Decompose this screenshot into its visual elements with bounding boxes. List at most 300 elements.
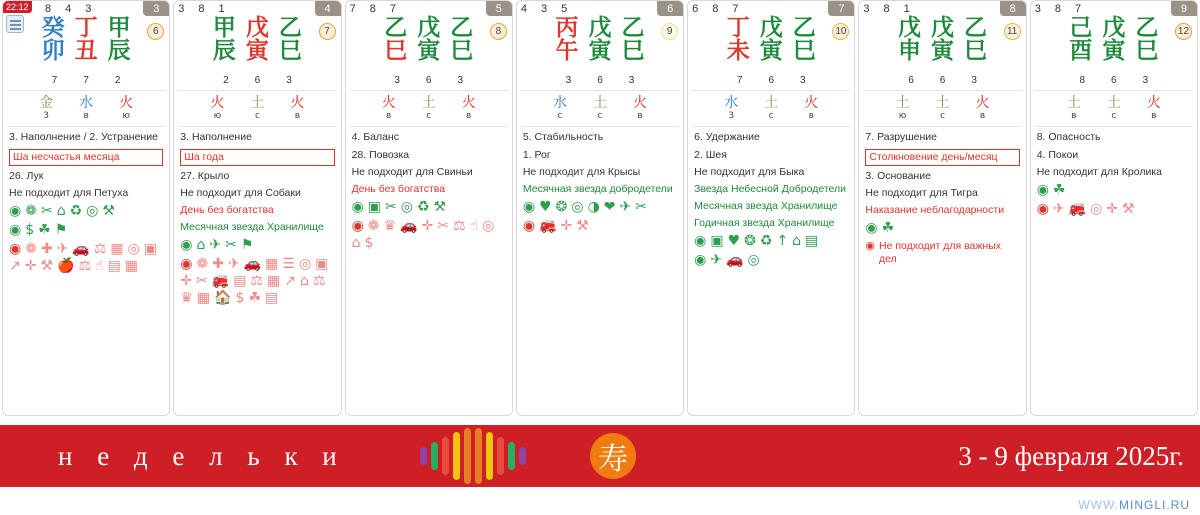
- element: [633, 95, 647, 121]
- strip-number: 7: [389, 2, 396, 15]
- element-glyph: 土: [250, 95, 265, 111]
- avoid-icon: ✈: [1052, 200, 1065, 217]
- card-text-line: Наказание неблагодарности: [865, 203, 1005, 216]
- element-sub: 3: [728, 111, 735, 122]
- bullet-icon: ◉: [522, 217, 536, 234]
- pillar-number: 6: [908, 75, 914, 86]
- avoid-icon: 🚗: [243, 256, 262, 273]
- pillar-branch: 巳: [1135, 38, 1159, 64]
- pillar-branch: 寅: [245, 38, 269, 64]
- day-card[interactable]: [345, 0, 513, 416]
- element-sub: в: [1151, 111, 1157, 122]
- pillars-row: [3, 16, 169, 72]
- pillar-branch: 寅: [1102, 38, 1126, 64]
- card-body: [517, 127, 683, 242]
- card-text-line: Не подходит для Крысы: [522, 165, 641, 178]
- red-icon-group: [180, 257, 334, 305]
- element-sub: с: [940, 111, 946, 122]
- strip-number: 3: [540, 2, 548, 15]
- banner-stripe: [453, 432, 460, 480]
- strip-number: 4: [520, 2, 527, 15]
- activity-icon: ♥: [727, 233, 741, 250]
- strip-number: 4: [65, 2, 72, 15]
- element: [1067, 95, 1081, 121]
- activity-icon: ☘: [38, 221, 51, 238]
- banner-stripe: [475, 428, 482, 484]
- element-sub: с: [426, 111, 432, 122]
- activity-icon: ☘: [881, 220, 895, 237]
- pillar: [931, 17, 954, 72]
- element: [553, 95, 567, 121]
- card-text-line: 4. Баланс: [351, 131, 399, 144]
- pillar: [964, 17, 987, 72]
- pillar-stem: 乙: [621, 15, 645, 41]
- pillar-branch: 寅: [931, 38, 955, 64]
- element-glyph: 火: [975, 95, 990, 111]
- activity-icon: ♻: [759, 233, 773, 250]
- activity-icon: ◎: [571, 198, 584, 215]
- card-text-line: 3. Основание: [865, 169, 931, 182]
- activity-icon: ✂: [225, 237, 237, 254]
- green-icon-group: [352, 200, 506, 214]
- bullet-icon: ◉: [351, 198, 364, 215]
- element-glyph: 土: [1066, 95, 1081, 111]
- strip-number: 3: [863, 2, 870, 15]
- avoid-icon: ♛: [383, 217, 397, 234]
- activity-icon: ✈: [710, 252, 723, 269]
- avoid-icon: ⚖: [312, 273, 326, 290]
- pillar-number: 7: [83, 75, 89, 86]
- pillar-branch: 巳: [278, 38, 302, 64]
- day-card[interactable]: [2, 0, 170, 416]
- pillar-stem: 戊: [759, 15, 783, 41]
- activity-icon: ⌂: [792, 233, 802, 250]
- element: [896, 95, 910, 121]
- element-sub: с: [597, 111, 603, 122]
- activity-icon: ⚒: [433, 198, 447, 215]
- pillar: [793, 17, 816, 72]
- strip-number: 8: [712, 2, 719, 15]
- green-icon-group: [1037, 183, 1191, 197]
- day-number-badge: 6: [657, 1, 683, 16]
- avoid-icon: ☘: [248, 290, 261, 307]
- pillar: [760, 17, 783, 72]
- pillar-numbers-row: [859, 75, 1025, 86]
- pillar-branch: 巳: [621, 38, 645, 64]
- activity-icon: ◎: [86, 202, 99, 219]
- card-text-line: Не подходит для Собаки: [180, 186, 301, 199]
- avoid-icon: ⚖: [93, 240, 107, 257]
- avoid-icon: ❁: [367, 217, 380, 234]
- pillar: [279, 17, 302, 72]
- activity-icon: ▣: [367, 198, 382, 215]
- pillar-number: 3: [1142, 75, 1149, 86]
- avoid-icon: ♛: [180, 290, 193, 307]
- element-glyph: 火: [290, 95, 305, 111]
- avoid-icon: ◎: [298, 256, 312, 273]
- element-glyph: 火: [461, 95, 476, 111]
- activity-icon: ❂: [555, 198, 568, 215]
- element-sub: с: [1111, 111, 1117, 122]
- lunar-day-circle: 12: [1175, 23, 1192, 40]
- pillar: [417, 17, 440, 72]
- avoid-icon: ⚒: [40, 257, 54, 274]
- activity-icon: ❁: [25, 202, 37, 219]
- avoid-icon: ⚒: [1122, 200, 1135, 217]
- avoid-icon: ✈: [227, 256, 240, 273]
- activity-icon: ◎: [747, 252, 760, 269]
- pillar-number: 3: [800, 75, 806, 86]
- pillar-branch: 寅: [759, 38, 783, 64]
- element-sub: 3: [43, 111, 49, 122]
- pillar: [1102, 17, 1125, 72]
- pillar-stem: 戊: [931, 15, 955, 41]
- elements-row: [1031, 95, 1197, 121]
- element: [1147, 95, 1161, 121]
- element-glyph: 土: [935, 95, 950, 111]
- card-text-line: 2. Шея: [694, 148, 727, 161]
- activity-icon: ▤: [805, 233, 819, 250]
- pillar-branch: 卯: [41, 38, 65, 64]
- card-text-line: 8. Опасность: [1036, 131, 1101, 144]
- banner-title: н е д е л ь к и: [58, 440, 346, 471]
- pillar-numbers-row: [174, 75, 340, 86]
- bullet-icon: ◉: [180, 256, 193, 273]
- avoid-icon: ✚: [212, 256, 224, 273]
- elements-row: [346, 95, 512, 121]
- day-number-badge: 3: [143, 1, 169, 16]
- red-icon-group: [9, 242, 163, 273]
- activity-icon: ✈: [619, 198, 632, 215]
- activity-icon: ⚑: [240, 237, 254, 254]
- card-text-line: 3. Наполнение / 2. Устранение: [9, 131, 158, 144]
- highlight-note: Столкновение день/месяц: [865, 149, 1019, 166]
- avoid-icon: 🍎: [57, 257, 75, 274]
- pillar-branch: 巳: [450, 38, 474, 64]
- bullet-icon: ◉: [9, 202, 22, 219]
- day-card[interactable]: [1030, 0, 1198, 416]
- element-glyph: 火: [1146, 95, 1161, 111]
- avoid-icon: ▦: [110, 240, 124, 257]
- avoid-icon: ▤: [233, 273, 247, 290]
- card-text-line: Месячная звезда добродетели: [522, 182, 673, 195]
- pillar-stem: 癸: [41, 15, 65, 41]
- bottom-banner: [0, 425, 1200, 487]
- avoid-icon: 🚒: [1068, 200, 1087, 217]
- activity-icon: ❂: [744, 233, 756, 250]
- card-text-line: 28. Повозка: [351, 148, 410, 161]
- pillar-numbers-row: [688, 75, 854, 86]
- strip-number: 1: [903, 2, 910, 15]
- card-body: [1031, 127, 1197, 224]
- element-sub: ю: [213, 111, 222, 122]
- avoid-icon: ⌂: [351, 234, 361, 251]
- elements-row: [859, 95, 1025, 121]
- day-number-badge: 7: [828, 1, 854, 16]
- card-text-line: Звезда Небесной Добродетели: [694, 182, 847, 195]
- green-icon-group: [180, 238, 334, 252]
- strip-number: 5: [561, 2, 568, 15]
- element: [764, 95, 778, 121]
- day-card[interactable]: [173, 0, 341, 416]
- avoid-icon: ✛: [560, 217, 573, 234]
- card-text-line: 26. Лук: [9, 169, 44, 182]
- element-sub: ю: [122, 111, 130, 122]
- avoid-icon: ☝: [95, 257, 104, 274]
- avoid-icon: ⚖: [452, 217, 466, 234]
- avoid-icon: ✛: [24, 257, 37, 274]
- pillar-stem: 乙: [1135, 15, 1159, 41]
- element-glyph: 土: [764, 95, 779, 111]
- pillar-branch: 寅: [417, 38, 441, 64]
- element-sub: в: [979, 111, 986, 122]
- pillar-number: 2: [114, 75, 121, 86]
- avoid-icon: ⌂: [299, 273, 309, 290]
- pillar-number: 6: [1111, 75, 1117, 86]
- avoid-icon: ▣: [143, 240, 158, 257]
- activity-icon: ▣: [710, 233, 724, 250]
- pillars-row: [346, 16, 512, 72]
- pillar-stem: 丁: [74, 15, 98, 41]
- lunar-day-circle: 8: [490, 23, 507, 40]
- site-footer: [1078, 498, 1190, 512]
- bullet-icon: ◉: [522, 198, 536, 215]
- activity-icon: ✂: [635, 198, 647, 215]
- strip-number: 7: [1074, 2, 1082, 15]
- pillar-stem: 丁: [726, 15, 750, 41]
- element-sub: в: [386, 111, 392, 122]
- avoid-icon: ▦: [265, 256, 279, 273]
- activity-icon: ✂: [40, 202, 53, 219]
- lunar-day-circle: 9: [661, 23, 678, 40]
- pillar: [450, 17, 473, 72]
- card-text-line: Не подходит для Петуха: [9, 186, 129, 199]
- element-sub: в: [83, 111, 89, 122]
- element-glyph: 火: [381, 95, 396, 111]
- red-icon-group: [352, 219, 506, 250]
- activity-icon: ☘: [1052, 181, 1066, 198]
- avoid-icon: ✚: [40, 240, 53, 257]
- green-icon-group-2: [9, 223, 163, 237]
- pillar: [588, 17, 611, 72]
- avoid-icon: ☝: [469, 217, 479, 234]
- lunar-day-circle: 6: [147, 23, 164, 40]
- green-icon-group: [9, 204, 163, 218]
- pillar-branch: 辰: [212, 38, 236, 64]
- day-card[interactable]: [516, 0, 684, 416]
- element-glyph: 水: [724, 95, 739, 111]
- element-glyph: 火: [210, 95, 225, 111]
- avoid-icon: ✛: [180, 273, 193, 290]
- card-text-line: Не подходит для Быка: [694, 165, 805, 178]
- pillar: [555, 17, 578, 72]
- activity-icon: ♻: [69, 202, 83, 219]
- avoid-icon: ✂: [437, 217, 449, 234]
- avoid-icon: 🚗: [400, 217, 418, 234]
- pillar-numbers-row: [3, 75, 169, 86]
- avoid-icon: ✈: [56, 240, 69, 257]
- strip-number: 3: [85, 2, 92, 15]
- site-name: MINGLI.RU: [1118, 498, 1190, 512]
- avoid-icon: ☰: [282, 256, 295, 273]
- card-text-line: 4. Покои: [1036, 148, 1079, 161]
- element-sub: в: [1071, 111, 1077, 122]
- pillars-row: [517, 16, 683, 72]
- strip-number: 8: [883, 2, 890, 15]
- card-text-line: 6. Удержание: [694, 131, 760, 144]
- avoid-icon: ❁: [196, 256, 209, 273]
- card-text-line: 7. Разрушение: [865, 131, 938, 144]
- green-icon-group: [523, 200, 677, 214]
- time-badge: 22:12: [3, 1, 32, 13]
- activity-icon: ♻: [416, 198, 430, 215]
- bullet-icon: ◉: [865, 220, 878, 237]
- banner-date-range: 3 - 9 февраля 2025г.: [958, 440, 1184, 471]
- elements-row: [688, 95, 854, 121]
- avoid-icon: ✛: [1106, 200, 1119, 217]
- avoid-icon: $: [364, 234, 374, 251]
- avoid-icon: 🚗: [72, 240, 90, 257]
- activity-icon: ⌂: [196, 237, 206, 254]
- activity-icon: ♥: [539, 198, 552, 215]
- avoid-icon: ◎: [482, 217, 495, 234]
- avoid-icon: ▦: [124, 257, 139, 274]
- element-glyph: 火: [804, 95, 819, 111]
- element-glyph: 土: [592, 95, 607, 111]
- pillar-number: 3: [457, 75, 464, 86]
- pillar-branch: 巳: [964, 38, 988, 64]
- element-glyph: 火: [632, 95, 647, 111]
- bullet-icon: ◉: [694, 252, 707, 269]
- day-card[interactable]: [858, 0, 1026, 416]
- lunar-day-circle: 10: [832, 23, 849, 40]
- pillar-number: 8: [1079, 75, 1086, 86]
- lunar-day-circle: 7: [319, 23, 336, 40]
- pillar-number: 2: [223, 75, 229, 86]
- red-note-row: [865, 240, 1019, 266]
- element: [1107, 95, 1121, 121]
- banner-stripe: [420, 447, 427, 465]
- site-prefix: WWW.: [1078, 498, 1119, 512]
- pillar-stem: 乙: [384, 15, 408, 41]
- avoid-icon: 🚒: [211, 273, 230, 290]
- card-body: [346, 127, 512, 259]
- card-text-line: День без богатства: [180, 203, 274, 216]
- highlight-note: Ша несчастья месяца: [9, 149, 163, 166]
- banner-stripe: [431, 442, 438, 470]
- avoid-icon: ▤: [107, 257, 121, 274]
- avoid-icon: ↗: [9, 257, 21, 274]
- activity-icon: ⚑: [54, 221, 68, 238]
- pillar-number: 7: [736, 75, 743, 86]
- card-text-line: 1. Рог: [522, 148, 551, 161]
- pillar-numbers-row: [346, 75, 512, 86]
- pillar-stem: 戊: [898, 15, 922, 41]
- card-body: [3, 127, 169, 282]
- activity-icon: ◎: [400, 198, 413, 215]
- avoid-icon: $: [235, 290, 245, 307]
- pillar-stem: 乙: [792, 15, 816, 41]
- banner-stripe: [508, 442, 515, 470]
- strip-number: 6: [692, 2, 699, 15]
- activity-icon: ⌂: [56, 202, 66, 219]
- note-icon[interactable]: [6, 15, 24, 33]
- avoid-icon: ✛: [421, 217, 434, 234]
- pillar-branch: 巳: [384, 38, 408, 64]
- element: [210, 95, 224, 121]
- element-sub: в: [294, 111, 301, 122]
- element: [382, 95, 396, 121]
- element: [462, 95, 476, 121]
- banner-stripe: [486, 432, 493, 480]
- pillar: [1135, 17, 1158, 72]
- card-text-line: 5. Стабильность: [522, 131, 604, 144]
- activity-icon: ◑: [587, 198, 600, 215]
- longevity-emblem-icon: 寿: [590, 433, 636, 479]
- pillar-branch: 酉: [1069, 38, 1093, 64]
- bullet-icon: ◉: [1036, 200, 1049, 217]
- pillar: [1069, 17, 1092, 72]
- avoid-icon: ◎: [127, 240, 140, 257]
- pillars-row: [1031, 16, 1197, 72]
- element-sub: с: [768, 111, 774, 122]
- card-text-line: Не подходит для Тигра: [865, 186, 978, 199]
- card-text-line: Годичная звезда Хранилище: [694, 217, 835, 230]
- element: [976, 95, 990, 121]
- red-icon-group: [523, 219, 677, 233]
- card-text-line: Не подходит для Свиньи: [351, 165, 473, 178]
- banner-stripe: [519, 447, 526, 465]
- strip-number: 1: [218, 2, 225, 15]
- element-sub: в: [466, 111, 472, 122]
- pillar-stem: 戊: [245, 15, 269, 41]
- day-card[interactable]: [687, 0, 855, 416]
- bullet-icon: ◉: [180, 237, 193, 254]
- avoid-icon: ◎: [1090, 200, 1103, 217]
- pillar: [75, 17, 98, 72]
- pillar-stem: 甲: [212, 15, 236, 41]
- green-icon-group: [865, 221, 1019, 235]
- pillar: [108, 17, 131, 72]
- element-glyph: 水: [552, 95, 567, 111]
- card-text-line: Не подходит для Кролика: [1036, 165, 1162, 178]
- day-number-badge: 4: [315, 1, 341, 16]
- avoid-icon: ⚖: [250, 273, 263, 290]
- element: [593, 95, 607, 121]
- element: [119, 95, 133, 121]
- avoid-icon: ▣: [315, 256, 329, 273]
- card-text-line: Месячная звезда Хранилище: [180, 221, 324, 234]
- card-text-line: Не подходит для важных дел: [879, 240, 1002, 266]
- pillar-stem: 乙: [450, 15, 474, 41]
- card-text-line: День без богатства: [351, 182, 446, 195]
- banner-stripe: [464, 428, 471, 484]
- bullet-icon: ◉: [351, 217, 364, 234]
- pillar-stem: 乙: [278, 15, 302, 41]
- pillars-row: [174, 16, 340, 72]
- day-number-badge: 8: [1000, 1, 1026, 16]
- element-glyph: 火: [119, 95, 134, 111]
- bullet-icon: ◉: [9, 240, 22, 257]
- element-sub: в: [808, 111, 814, 122]
- card-text-line: 3. Наполнение: [180, 131, 252, 144]
- avoid-icon: 🏠: [214, 290, 232, 307]
- pillar-stem: 戊: [417, 15, 441, 41]
- element-glyph: 土: [895, 95, 910, 111]
- avoid-icon: ▤: [265, 290, 279, 307]
- element-glyph: 金: [39, 95, 54, 111]
- pillar-number: 6: [939, 75, 946, 86]
